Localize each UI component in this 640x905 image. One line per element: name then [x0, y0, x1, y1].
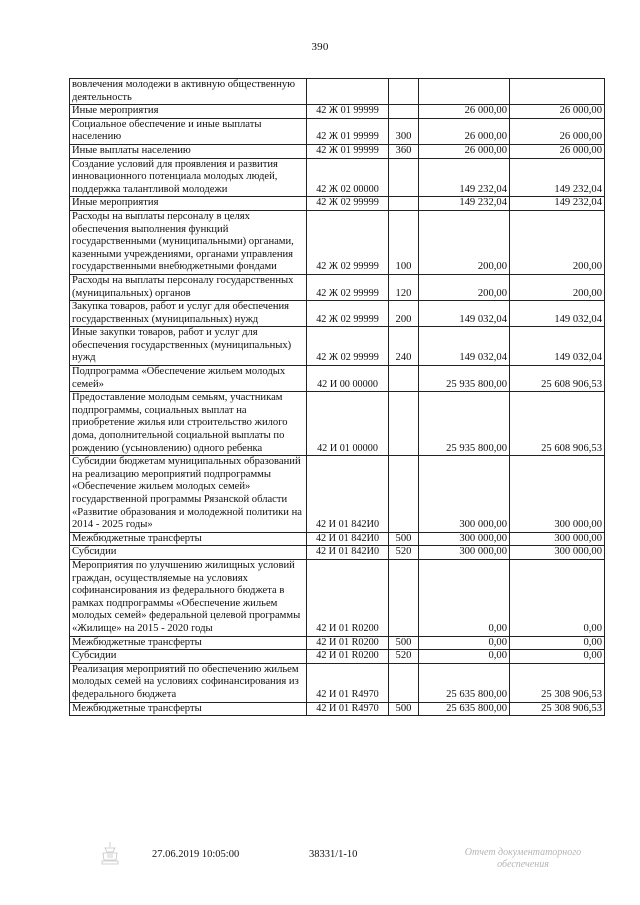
cell-sum-plan: 200,00 [419, 210, 510, 274]
cell-code: 42 И 00 00000 [307, 366, 389, 392]
table-row [70, 210, 605, 274]
cell-sum-fact: 0,00 [510, 650, 605, 664]
table-row [70, 105, 605, 119]
cell-sum-fact: 149 232,04 [510, 158, 605, 197]
cell-code: 42 И 01 842И0 [307, 456, 389, 533]
table-row [70, 559, 605, 636]
cell-vr: 520 [389, 546, 419, 560]
table-row [70, 144, 605, 158]
cell-code: 42 И 01 00000 [307, 392, 389, 456]
cell-sum-plan: 149 032,04 [419, 327, 510, 366]
cell-sum-plan: 149 032,04 [419, 301, 510, 327]
cell-name: Иные мероприятия [70, 105, 307, 119]
cell-vr [389, 456, 419, 533]
cell-sum-fact: 300 000,00 [510, 546, 605, 560]
table-row [70, 366, 605, 392]
table-row [70, 327, 605, 366]
cell-vr: 200 [389, 301, 419, 327]
cell-name: вовлечения молодежи в активную общественную деятельность [70, 79, 307, 105]
cell-name: Иные выплаты населению [70, 144, 307, 158]
cell-name: Социальное обеспечение и иные выплаты населению [70, 118, 307, 144]
cell-sum-fact: 300 000,00 [510, 456, 605, 533]
cell-sum-plan: 0,00 [419, 636, 510, 650]
table-row [70, 197, 605, 211]
cell-sum-fact: 0,00 [510, 559, 605, 636]
cell-vr [389, 79, 419, 105]
footer-watermark [453, 847, 593, 871]
table-row [70, 274, 605, 300]
cell-sum-plan: 149 232,04 [419, 197, 510, 211]
cell-sum-plan [419, 79, 510, 105]
cell-code: 42 Ж 02 99999 [307, 210, 389, 274]
cell-sum-plan: 300 000,00 [419, 546, 510, 560]
cell-name: Субсидии [70, 650, 307, 664]
cell-code: 42 И 01 R0200 [307, 636, 389, 650]
cell-code: 42 Ж 01 99999 [307, 105, 389, 119]
cell-code: 42 Ж 01 99999 [307, 144, 389, 158]
cell-name: Закупка товаров, работ и услуг для обеспечения государственных (муниципальных) нужд [70, 301, 307, 327]
cell-sum-plan: 25 635 800,00 [419, 702, 510, 716]
cell-vr: 120 [389, 274, 419, 300]
cell-sum-plan: 0,00 [419, 650, 510, 664]
table-row [70, 456, 605, 533]
watermark-line-2: обеспечения [497, 859, 549, 870]
cell-name: Мероприятия по улучшению жилищных условий граждан, осуществляемые на условиях софинансирования из федерального бюджета в рамках подпрограммы «Обеспечение жильем молодых семей» федеральной целевой программы «Жилище» на 2015 - 2020 годы [70, 559, 307, 636]
table-row [70, 79, 605, 105]
cell-name: Реализация мероприятий по обеспечению жильем молодых семей на условиях софинансирования из федерального бюджета [70, 663, 307, 702]
cell-sum-fact: 25 608 906,53 [510, 366, 605, 392]
cell-name: Предоставление молодым семьям, участникам подпрограммы, социальных выплат на приобретение жилья или строительство жилого дома, дополнительной социальной выплаты по рождению (усыновлению) одного ребенка [70, 392, 307, 456]
cell-sum-fact: 26 000,00 [510, 105, 605, 119]
cell-sum-plan: 149 232,04 [419, 158, 510, 197]
cell-code: 42 Ж 02 99999 [307, 301, 389, 327]
cell-sum-plan: 25 935 800,00 [419, 392, 510, 456]
cell-code: 42 Ж 02 00000 [307, 158, 389, 197]
cell-name: Расходы на выплаты персоналу в целях обеспечения выполнения функций государственными (муниципальными) органами, казенными учреждениями, органами управления государственными внебюджетными фондами [70, 210, 307, 274]
cell-sum-plan: 200,00 [419, 274, 510, 300]
table-row [70, 158, 605, 197]
cell-name: Создание условий для проявления и развития инновационного потенциала молодых людей, поддержка талантливой молодежи [70, 158, 307, 197]
cell-name: Субсидии [70, 546, 307, 560]
cell-name: Межбюджетные трансферты [70, 532, 307, 546]
cell-sum-fact: 26 000,00 [510, 118, 605, 144]
cell-vr: 360 [389, 144, 419, 158]
cell-name: Подпрограмма «Обеспечение жильем молодых семей» [70, 366, 307, 392]
cell-vr: 240 [389, 327, 419, 366]
cell-sum-fact: 25 308 906,53 [510, 702, 605, 716]
cell-code: 42 Ж 01 99999 [307, 118, 389, 144]
cell-vr [389, 197, 419, 211]
table-row [70, 301, 605, 327]
cell-code: 42 И 01 842И0 [307, 546, 389, 560]
cell-name: Иные закупки товаров, работ и услуг для обеспечения государственных (муниципальных) нужд [70, 327, 307, 366]
cell-sum-fact: 0,00 [510, 636, 605, 650]
cell-sum-fact: 26 000,00 [510, 144, 605, 158]
cell-vr [389, 105, 419, 119]
footer-date: 27.06.2019 10:05:00 [152, 849, 240, 860]
footer-doc-id: 38331/1-10 [309, 849, 358, 860]
table-row [70, 392, 605, 456]
cell-name: Межбюджетные трансферты [70, 636, 307, 650]
cell-vr: 500 [389, 636, 419, 650]
cell-vr: 300 [389, 118, 419, 144]
budget-table [69, 78, 605, 716]
cell-name: Субсидии бюджетам муниципальных образований на реализацию мероприятий подпрограммы «Обеспечение жильем молодых семей» государственной программы Рязанской области «Развитие образования и молодежной политики на 2014 - 2025 годы» [70, 456, 307, 533]
cell-code: 42 И 01 R4970 [307, 702, 389, 716]
cell-code [307, 79, 389, 105]
cell-code: 42 Ж 02 99999 [307, 274, 389, 300]
cell-code: 42 И 01 R4970 [307, 663, 389, 702]
watermark-line-1: Отчет документаторного [464, 847, 582, 858]
cell-sum-plan: 300 000,00 [419, 532, 510, 546]
logo-icon [99, 841, 121, 868]
cell-vr [389, 366, 419, 392]
table-row [70, 532, 605, 546]
cell-vr: 500 [389, 702, 419, 716]
budget-table-body [70, 79, 605, 716]
cell-sum-fact [510, 79, 605, 105]
cell-sum-plan: 26 000,00 [419, 144, 510, 158]
cell-sum-plan: 0,00 [419, 559, 510, 636]
cell-name: Расходы на выплаты персоналу государственных (муниципальных) органов [70, 274, 307, 300]
cell-code: 42 Ж 02 99999 [307, 327, 389, 366]
cell-sum-plan: 26 000,00 [419, 105, 510, 119]
cell-code: 42 Ж 02 99999 [307, 197, 389, 211]
cell-code: 42 И 01 842И0 [307, 532, 389, 546]
cell-sum-fact: 149 232,04 [510, 197, 605, 211]
table-row [70, 663, 605, 702]
table-row [70, 702, 605, 716]
cell-vr [389, 392, 419, 456]
cell-sum-fact: 200,00 [510, 274, 605, 300]
table-row [70, 546, 605, 560]
table-row [70, 118, 605, 144]
cell-sum-plan: 25 935 800,00 [419, 366, 510, 392]
cell-code: 42 И 01 R0200 [307, 559, 389, 636]
cell-sum-fact: 300 000,00 [510, 532, 605, 546]
cell-vr: 520 [389, 650, 419, 664]
cell-sum-plan: 300 000,00 [419, 456, 510, 533]
cell-sum-fact: 25 608 906,53 [510, 392, 605, 456]
cell-code: 42 И 01 R0200 [307, 650, 389, 664]
cell-vr [389, 559, 419, 636]
cell-sum-fact: 149 032,04 [510, 327, 605, 366]
table-row [70, 650, 605, 664]
cell-name: Иные мероприятия [70, 197, 307, 211]
cell-name: Межбюджетные трансферты [70, 702, 307, 716]
cell-vr [389, 158, 419, 197]
cell-sum-fact: 200,00 [510, 210, 605, 274]
cell-vr: 100 [389, 210, 419, 274]
cell-sum-fact: 149 032,04 [510, 301, 605, 327]
cell-vr: 500 [389, 532, 419, 546]
table-row [70, 636, 605, 650]
cell-sum-fact: 25 308 906,53 [510, 663, 605, 702]
page-number: 390 [311, 41, 329, 53]
cell-sum-plan: 26 000,00 [419, 118, 510, 144]
page-footer [0, 847, 640, 877]
cell-vr [389, 663, 419, 702]
cell-sum-plan: 25 635 800,00 [419, 663, 510, 702]
